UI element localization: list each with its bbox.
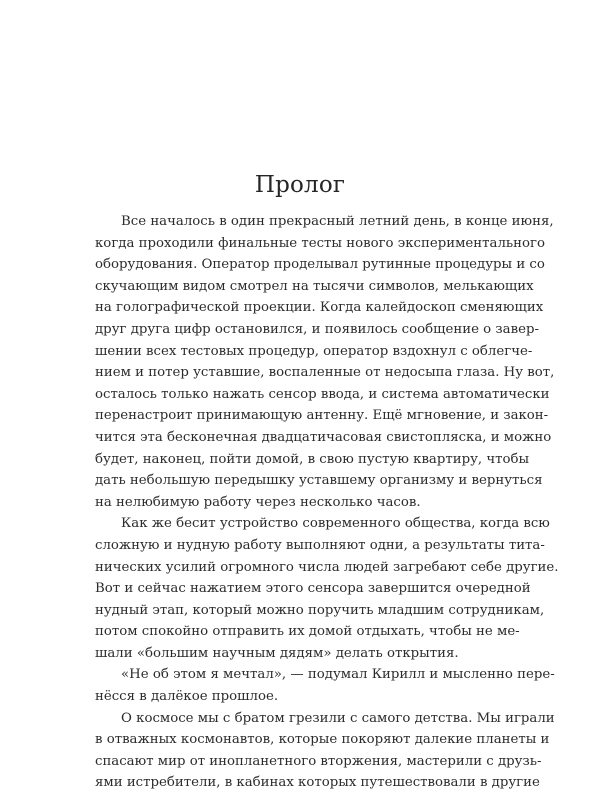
paragraph: [95, 513, 559, 664]
text-line: Как же бесит устройство современного общества, когда всю: [121, 516, 550, 532]
text-line: шении всех тестовых процедур, оператор вздохнул с облегче-: [95, 343, 533, 359]
text-line: нудный этап, который можно поручить младшим сотрудникам,: [95, 602, 545, 618]
text-line: спасают мир от инопланетного вторжения, мастерили с друзь-: [95, 753, 542, 769]
text-line: шали «большим научным дядям» делать открытия.: [95, 645, 459, 661]
text-line: чится эта бесконечная двадцатичасовая свистопляска, и можно: [95, 429, 552, 445]
text-line: нёсся в далёкое прошлое.: [95, 689, 279, 705]
text-line: нических усилий огромного числа людей загребают себе другие.: [95, 559, 559, 575]
text-line: скучающим видом смотрел на тысячи символов, мелькающих: [95, 278, 534, 294]
text-line: друг друга цифр остановился, и появилось сообщение о завер-: [95, 321, 539, 337]
text-line: на голографической проекции. Когда калейдоскоп сменяющих: [95, 300, 544, 316]
text-line: осталось только нажать сенсор ввода, и система автоматически: [95, 386, 550, 402]
text-line: перенастроит принимающую антенну. Ещё мгновение, и закон-: [95, 408, 549, 424]
chapter-title: Пролог: [254, 172, 346, 198]
text-line: О космосе мы с братом грезили с самого детства. Мы играли: [121, 710, 555, 726]
text-line: нием и потер уставшие, воспаленные от недосыпа глаза. Ну вот,: [95, 365, 555, 381]
text-line: дать небольшую передышку уставшему организму и вернуться: [95, 473, 543, 489]
text-line: Все началось в один прекрасный летний день, в конце июня,: [121, 214, 554, 229]
text-line: на нелюбимую работу через несколько часов.: [95, 494, 421, 510]
body-text: [95, 211, 559, 794]
text-line: ями истребители, в кабинах которых путешествовали в другие: [95, 775, 540, 791]
paragraph: [95, 664, 555, 707]
paragraph: [95, 211, 555, 513]
text-line: в отважных космонавтов, которые покоряют далекие планеты и: [95, 732, 550, 748]
text-line: «Не об этом я мечтал», — подумал Кирилл и мысленно пере-: [121, 667, 555, 683]
paragraph: [95, 708, 555, 794]
text-line: будет, наконец, пойти домой, в свою пустую квартиру, чтобы: [95, 451, 530, 467]
text-line: оборудования. Оператор проделывал рутинные процедуры и со: [95, 257, 545, 273]
text-line: когда проходили финальные тесты нового экспериментального: [95, 235, 545, 251]
text-line: сложную и нудную работу выполняют одни, а результаты тита-: [95, 537, 545, 553]
text-line: Вот и сейчас нажатием этого сенсора завершится очередной: [95, 581, 531, 597]
text-line: потом спокойно отправить их домой отдыхать, чтобы не ме-: [95, 624, 520, 640]
